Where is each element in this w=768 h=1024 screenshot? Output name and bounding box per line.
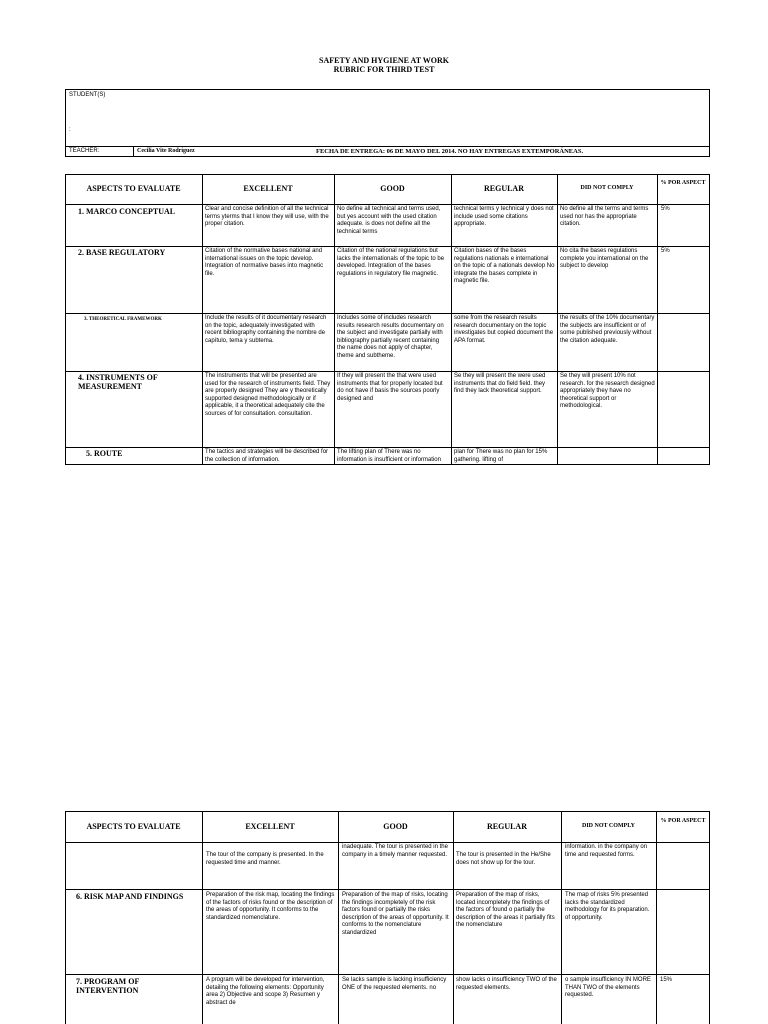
good-cell: Preparation of the map of risks, locating the findings incompletely of the risk factors found or partially the risks description of the areas of opportunity. It conforms to the nomenclature standardized — [342, 892, 449, 936]
good-cell: Includes some of includes research results research results documentary on the subject and investigate partially with bibliography partially recent containing the name does not apply of chapter, theme and subtheme. — [337, 315, 444, 359]
good-cell: Citation of the national regulations but lacks the internationals of the topic to be developed. Integration of the bases regulations in regulatory file magnetic. — [337, 248, 445, 277]
divider — [65, 447, 710, 448]
good-cell: If they will present the that were used instruments that for properly located but do not have if basis the sources poorly designed and — [337, 373, 443, 402]
percent-cell: 5% — [661, 206, 670, 212]
header-percent: % POR ASPECT — [660, 818, 706, 824]
did-not-comply-cell: The map of risks 5% presented lacks the standardized methodology for its preparation. of opportunity. — [565, 892, 650, 921]
document-title: SAFETY AND HYGIENE AT WORK — [319, 56, 449, 65]
excellent-cell: Citation of the normative bases national and international issues on the topic develop. Integration of normative bases into magnetic file. — [205, 248, 324, 277]
did-not-comply-cell: No cita the bases regulations complete you international on the subject to develop — [560, 248, 649, 269]
excellent-cell: Include the results of it documentary research on the topic, adequately investigated with recent bibliography containing the nombre de capítulo, tema y subtema. — [205, 315, 327, 344]
regular-cell: some from the research results research documentary on the topic investigates but copied document the APA format. — [454, 315, 554, 344]
regular-cell: technical terms y technical y does not include used some citations appropriate. — [454, 206, 554, 227]
aspect-label: 5. ROUTE — [86, 449, 123, 458]
header-regular: REGULAR — [486, 822, 527, 831]
excellent-cell: The tour of the company is presented. In the requested time and manner. — [206, 852, 324, 866]
regular-cell: The tour is presented in the He/She does not show up for the tour. — [456, 852, 551, 866]
good-cell: Se lacks sample is lacking insufficiency ONE of the requested elements. no — [342, 977, 447, 991]
aspect-label: 6. RISK MAP AND FINDINGS — [76, 892, 184, 901]
did-not-comply-cell: the results of the 10% documentary the subjects are insufficient or of some published previously without the citation adequate. — [560, 315, 655, 344]
aspect-label: 3. THEORETICAL FRAMEWORK — [84, 317, 162, 322]
divider — [65, 371, 710, 372]
divider — [657, 174, 658, 465]
regular-cell: show lacks o insufficiency TWO of the requested elements. — [456, 977, 557, 991]
divider — [334, 174, 335, 465]
divider — [65, 889, 710, 890]
aspect-label: 7. PROGRAM OF INTERVENTION — [76, 977, 140, 995]
regular-cell: Citation bases of the bases regulations nationals e international on the topic of a nationals develop No integrate the bases complete in magnetic file. — [454, 248, 555, 284]
header-aspects: ASPECTS TO EVALUATE — [86, 184, 181, 193]
good-cell: inadequate. The tour is presented in the company in a timely manner requested. — [342, 844, 448, 858]
divider — [65, 842, 710, 843]
header-good: GOOD — [383, 822, 408, 831]
delivery-note: FECHA DE ENTREGA: 06 DE MAYO DEL 2014. NO HAY ENTREGAS EXTEMPORÁNEAS. — [316, 148, 584, 155]
header-did-not-comply: DID NOT COMPLY — [580, 185, 634, 191]
document-subtitle: RUBRIC FOR THIRD TEST — [333, 65, 435, 74]
divider — [65, 313, 710, 314]
excellent-cell: A program will be developed for intervention, detailing the following elements: Opportunity area 2) Objective and scope 3) Resumen y abstract de — [206, 977, 325, 1006]
header-aspects: ASPECTS TO EVALUATE — [86, 822, 181, 831]
teacher-name: Cecilia Vite Rodríguez — [137, 148, 195, 154]
divider — [451, 174, 452, 465]
header-did-not-comply: DID NOT COMPLY — [581, 823, 635, 829]
header-excellent: EXCELLENT — [245, 822, 295, 831]
regular-cell: Preparation of the map of risks, located incompletely the findings of the factors of found o partially the description of the areas it partially fits the nomenclature — [456, 892, 555, 928]
divider — [65, 204, 710, 205]
header-excellent: EXCELLENT — [243, 184, 293, 193]
percent-cell: 5% — [661, 248, 670, 254]
divider — [65, 146, 710, 147]
percent-cell: 15% — [660, 977, 673, 983]
excellent-cell: The tactics and strategies will be described for the collection of information. — [205, 449, 329, 463]
excellent-cell: The instruments that will be presented are used for the research of instruments field. They are properly designed They are y theoretically supported designed methodologically or if applicable, it a theoretical adequately cite the sources of for consultation. consultation. — [205, 373, 331, 417]
teacher-label: TEACHER: — [69, 148, 100, 154]
good-cell: The lifting plan of There was no information is insufficient or information — [337, 449, 441, 463]
divider — [202, 174, 203, 465]
did-not-comply-cell: Se they will present 10% not research. for the research designed appropriately they have no theoretical support or methodological. — [560, 373, 655, 409]
excellent-cell: Preparation of the risk map, locating the findings of the factors of risks found or the description of the areas of opportunity. It conforms to the standardized nomenclature. — [206, 892, 335, 921]
aspect-label: 4. INSTRUMENTS OF MEASUREMENT — [78, 373, 158, 391]
regular-cell: Se they will present the were used instruments that do field field. they find they lack theoretical support. — [454, 373, 546, 394]
did-not-comply-cell: o sample insufficiency IN MORE THAN TWO of the elements requested. — [565, 977, 651, 998]
did-not-comply-cell: No define all the terms and terms used nor has the appropriate citation. — [560, 206, 649, 227]
header-good: GOOD — [380, 184, 405, 193]
student-mark: : — [69, 127, 71, 133]
excellent-cell: Clear and concise definition of all the technical terms yterms that I know they will use, with the proper citation. — [205, 206, 329, 227]
header-percent: % POR ASPECT — [660, 180, 706, 186]
aspect-label: 1. MARCO CONCEPTUAL — [78, 207, 176, 216]
divider — [557, 174, 558, 465]
good-cell: No define all technical and terms used, but yes account with the used citation adequate. is does not define all the technical terms — [337, 206, 441, 235]
aspect-label: 2. BASE REGULATORY — [78, 248, 166, 257]
divider — [133, 146, 134, 157]
header-regular: REGULAR — [483, 184, 524, 193]
regular-cell: plan for There was no plan for 15% gathering. lifting of — [454, 449, 548, 463]
divider — [65, 974, 710, 975]
did-not-comply-cell: information. in the company on time and requested forms. — [565, 844, 648, 858]
divider — [65, 246, 710, 247]
student-label: STUDENT(S) — [69, 92, 106, 98]
